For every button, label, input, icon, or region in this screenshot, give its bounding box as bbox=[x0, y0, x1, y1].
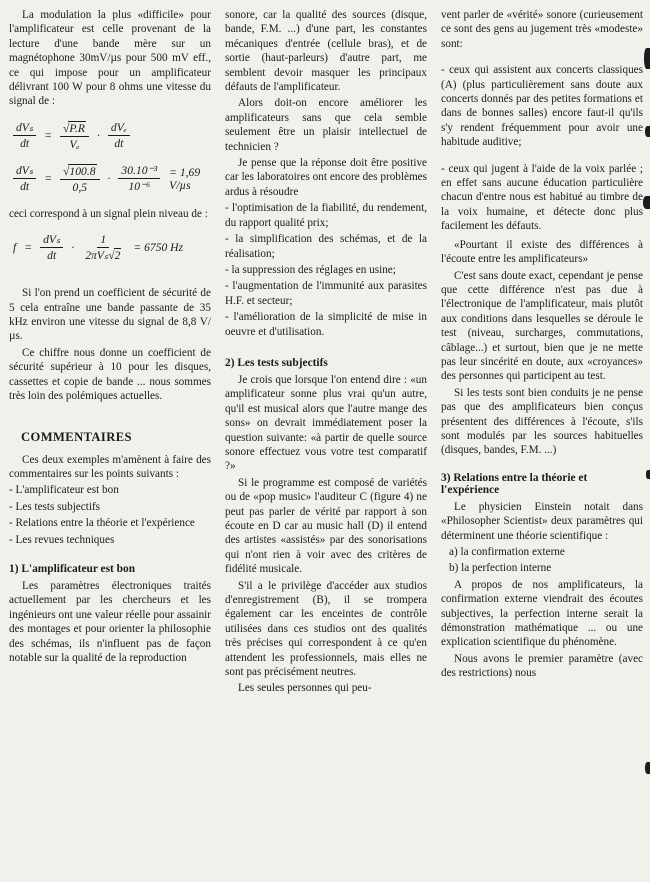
fraction-numerator bbox=[60, 121, 89, 137]
paragraph-verite-sonore: vent parler de «vérité» sonore (curieusement ce sont des gens au jugement très «modeste» sont: bbox=[441, 9, 643, 50]
formula-signal-speed-numeric bbox=[13, 164, 211, 194]
section-heading-tests-subjectifs: 2) Les tests subjectifs bbox=[225, 356, 328, 369]
paragraph-sonore: sonore, car la qualité des sources (disque, bande, F.M. ...) d'une part, les constantes mécaniques d'entrée (cellule bras), et de sortie (haut-parleurs) d'autre part, me semblent devoir masquer les principaux défauts de l'amplificateur. bbox=[225, 9, 427, 94]
column-3 bbox=[441, 8, 643, 882]
list-item: - la suppression des réglages en usine; bbox=[225, 263, 396, 276]
fraction-denominator: dt bbox=[47, 249, 57, 263]
paragraph-studios: S'il a le privilège d'accéder aux studios d'enregistrement (B), il se trompera également car les enceintes de contrôle utilisées dans ces studios ont des qualités très précises qui correspondent à ce qu'en attendent les professionnels, mais elles ne sont pas précisément neutres. bbox=[225, 579, 427, 679]
formula-result: = 6750 Hz bbox=[133, 241, 184, 255]
fraction-denominator: dt bbox=[114, 137, 124, 151]
paragraph-parametres: Les paramètres électroniques traités actuellement par les chercheurs et les ingénieurs ont une valeur réelle pour assainir des montages et pour orienter la philosophie des schémas, ils n'influent pas de façon notable sur la qualité de la reproduction bbox=[9, 579, 211, 664]
equals-sign: = bbox=[44, 129, 53, 143]
fraction-denominator: dt bbox=[20, 137, 30, 151]
column-2 bbox=[225, 8, 427, 882]
radical-icon: √ bbox=[63, 121, 70, 135]
formula-signal-speed-symbolic bbox=[13, 121, 211, 151]
list-item: - l'amélioration de la simplicité de mise in oeuvre et d'utilisation. bbox=[225, 311, 427, 338]
formula-result: = 1,69 V/µs bbox=[169, 165, 201, 192]
paragraph-full-level: ceci correspond à un signal plein niveau de : bbox=[9, 207, 208, 220]
section-heading-commentaires: COMMENTAIRES bbox=[21, 429, 132, 444]
denominator-text: 2πVₛ bbox=[85, 249, 109, 263]
column-1 bbox=[9, 8, 211, 882]
formula-frequency bbox=[13, 233, 211, 262]
paragraph-security-coefficient: Si l'on prend un coefficient de sécurité de 5 cela entraîne une bande passante de 35 kHz environ une vitesse du signal de 8,8 V/µs. bbox=[9, 287, 211, 343]
paragraph-deux-exemples: Ces deux exemples m'amènent à faire des commentaires sur les points suivants : bbox=[9, 453, 211, 480]
list-item: - la simplification des schémas, et de la réalisation; bbox=[225, 233, 427, 260]
fraction-denominator bbox=[82, 248, 124, 262]
radicand: P.R bbox=[69, 121, 85, 135]
fraction bbox=[82, 233, 124, 262]
list-item: - l'optimisation de la fiabilité, du rendement, du rapport qualité prix; bbox=[225, 202, 427, 229]
multiply-dot: · bbox=[71, 241, 75, 255]
equals-sign: = bbox=[44, 172, 53, 186]
fraction bbox=[108, 121, 130, 150]
paragraph-modulation: La modulation la plus «difficile» pour l'amplificateur est celle provenant de la lecture d'une bande mère sur un magnétophone 30mV/µs pour 500 mV eff., ce qui impose pour un amplificateur délivrant 100 W pour 8 ohms une vitesse du signal de : bbox=[9, 9, 211, 108]
radicand: 100.8 bbox=[69, 164, 96, 178]
section-heading-ampli-bon: 1) L'amplificateur est bon bbox=[9, 562, 136, 575]
list-item: - Relations entre la théorie et l'expérience bbox=[9, 517, 195, 530]
radical-icon: √ bbox=[108, 249, 115, 263]
paragraph-tests-bien-conduits: Si les tests sont bien conduits je ne pense pas que des amplificateurs bien conçus présentent des différences à l'écoute, s'ils sont modulés par les sources habituelles (disques, bandes, F.M. ...) bbox=[441, 386, 643, 457]
fraction-numerator: 1 bbox=[97, 233, 109, 248]
list-item: - Les tests subjectifs bbox=[9, 500, 101, 513]
fraction bbox=[60, 164, 99, 194]
fraction bbox=[118, 164, 160, 193]
paragraph-ameliorer: Alors doit-on encore améliorer les amplificateurs sans que cela semble seulement être un plaisir intellectuel de technicien ? bbox=[225, 97, 427, 153]
fraction bbox=[60, 121, 89, 151]
fraction-numerator: dVₛ bbox=[40, 233, 63, 248]
list-item-voix-parlee: - ceux qui jugent à l'aide de la voix parlée ; en effet sans aucune éducation particulière chacun d'entre nous est habitué au timbre de la voix humaine, et détecte donc plus facilement les défauts. bbox=[441, 162, 643, 233]
paragraph-reponse-positive: Je pense que la réponse doit être positive car les laboratoires ont encore des problèmes ardus à résoudre bbox=[225, 157, 427, 198]
fraction bbox=[13, 164, 36, 193]
fraction-denominator: Vₑ bbox=[69, 137, 80, 151]
fraction-numerator: dVₛ bbox=[13, 164, 36, 179]
radicand: 2 bbox=[114, 249, 121, 263]
scan-artifact bbox=[645, 762, 650, 774]
scan-artifact bbox=[645, 126, 650, 137]
paragraph-coefficient-10: Ce chiffre nous donne un coefficient de sécurité supérieur à 10 pour les disques, cassettes et copie de bande ... nous sommes très loin des polémiques actuelles. bbox=[9, 346, 211, 403]
paragraph-seules-personnes: Les seules personnes qui peu- bbox=[238, 682, 372, 695]
scan-artifact bbox=[646, 470, 650, 479]
fraction-numerator: dVₛ bbox=[13, 121, 36, 136]
radical-icon: √ bbox=[63, 164, 70, 178]
fraction-numerator: dVₑ bbox=[108, 121, 130, 136]
paragraph-exact-cependant: C'est sans doute exact, cependant je pense que cette différence n'est pas due à l'électronique de l'amplificateur, mais plutôt aux conditions dans lesquelles se déroule le test (niveau, surcharges, commutations, câblage...) et surtout, bien que je ne mette pas leur sincérité en doute, aux «croyances» des personnes qui participent au test. bbox=[441, 269, 643, 383]
list-item: - l'augmentation de l'immunité aux parasites H.F. et secteur; bbox=[225, 280, 427, 307]
fraction-numerator bbox=[60, 164, 99, 180]
paragraph-confirmation-externe: A propos de nos amplificateurs, la confirmation externe viendrait des écoutes subjectives, la perfection interne serait la démonstration mathématique ... ou une explication scientifique du phénomène. bbox=[441, 578, 643, 649]
equals-sign: = bbox=[24, 241, 33, 255]
paragraph-pourtant: «Pourtant il existe des différences à l'écoute entre les amplificateurs» bbox=[441, 238, 643, 266]
paragraph-premier-parametre: Nous avons le premier paramètre (avec des restrictions) nous bbox=[441, 652, 643, 680]
formula-lhs: f bbox=[13, 241, 17, 255]
section-heading-theorie-experience: 3) Relations entre la théorie et l'expérience bbox=[441, 471, 588, 496]
fraction-denominator: dt bbox=[20, 180, 30, 194]
fraction-numerator: 30.10⁻³ bbox=[118, 164, 160, 179]
list-item: - L'amplificateur est bon bbox=[9, 484, 119, 497]
scan-artifact bbox=[643, 196, 650, 209]
paragraph-programme: Si le programme est composé de variétés ou de «pop music» l'auditeur C (figure 4) ne peut pas parler de vérité par rapport à son écoute en D car au music hall (D) il entend des artistes «assistés» par des sonorisations qui n'ont rien à voir avec des critères de fidélité musicale. bbox=[225, 476, 427, 576]
list-item: a) la confirmation externe bbox=[449, 546, 565, 558]
list-item: - Les revues techniques bbox=[9, 533, 115, 546]
list-item: b) la perfection interne bbox=[449, 562, 552, 575]
multiply-dot: · bbox=[97, 129, 100, 143]
paragraph-je-crois: Je crois que lorsque l'on entend dire : «un amplificateur sonne plus vrai qu'un autre, qu'il est musical alors que l'autre mange des sons» on devrait immédiatement poser la question suivante: «à partir de quelle source sonore effectuez vous votre test comparatif ?» bbox=[225, 373, 427, 473]
scan-artifact bbox=[644, 48, 650, 69]
paragraph-einstein: Le physicien Einstein notait dans «Philosopher Scientist» deux paramètres qui déterminent une théorie scientifique : bbox=[441, 500, 643, 542]
fraction-denominator: 0,5 bbox=[72, 180, 88, 194]
list-item-concerts: - ceux qui assistent aux concerts classiques (A) (plus particulièrement sans doute aux concerts donnés par des petites formations et dans de bonnes salles) encore faut-il qu'ils s'y rendent fréquemment pour avoir une habitude auditive; bbox=[441, 64, 643, 149]
fraction bbox=[13, 121, 36, 150]
fraction bbox=[40, 233, 63, 262]
multiply-dot: · bbox=[107, 172, 111, 186]
fraction-denominator: 10⁻⁶ bbox=[128, 180, 151, 194]
